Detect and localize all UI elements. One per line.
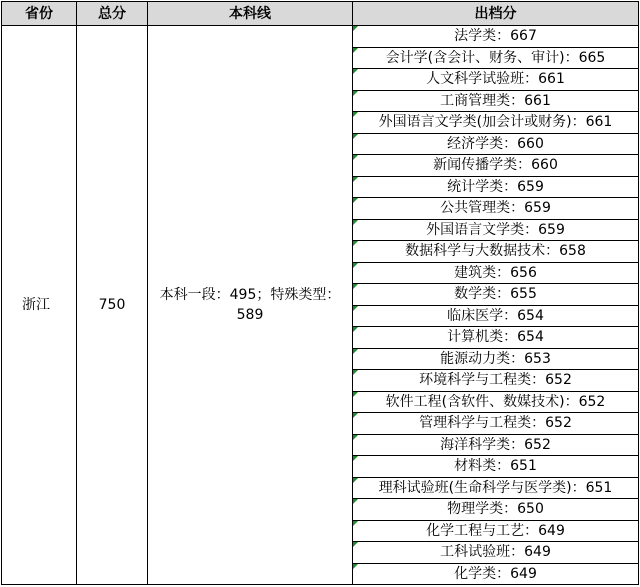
- text-format-marker: [353, 349, 358, 354]
- text-format-marker: [353, 435, 358, 440]
- text-format-marker: [353, 220, 358, 225]
- cutoff-score-text: 软件工程(含软件、数媒技术)：652: [385, 393, 606, 410]
- text-format-marker: [353, 327, 358, 332]
- text-format-marker: [353, 155, 358, 160]
- cutoff-score-text: 数学类：655: [454, 286, 537, 303]
- cutoff-score-text: 会计学(含会计、财务、审计)：665: [385, 49, 606, 66]
- cutoff-score-cell[interactable]: [353, 219, 639, 241]
- header-cutoff-score[interactable]: 出档分: [353, 2, 639, 26]
- cutoff-score-cell[interactable]: [353, 176, 639, 198]
- province-cell[interactable]: 浙江: [2, 26, 77, 585]
- cutoff-score-cell[interactable]: [353, 90, 639, 112]
- total-score-cell[interactable]: 750: [77, 26, 148, 585]
- text-format-marker: [353, 564, 358, 569]
- cutoff-score-text: 法学类：667: [454, 28, 537, 45]
- cutoff-score-cell[interactable]: [353, 413, 639, 435]
- admission-score-table: [1, 1, 639, 585]
- cutoff-score-cell[interactable]: [353, 391, 639, 413]
- text-format-marker: [353, 69, 358, 74]
- cutoff-score-cell[interactable]: [353, 47, 639, 69]
- table-body: [2, 26, 639, 585]
- text-format-marker: [353, 521, 358, 526]
- text-format-marker: [353, 177, 358, 182]
- cutoff-score-text: 建筑类：656: [454, 264, 537, 281]
- text-format-marker: [353, 478, 358, 483]
- cutoff-score-text: 新闻传播学类：660: [433, 157, 558, 174]
- cutoff-score-cell[interactable]: [353, 26, 639, 48]
- text-format-marker: [353, 198, 358, 203]
- cutoff-score-cell[interactable]: [353, 305, 639, 327]
- text-format-marker: [353, 263, 358, 268]
- cutoff-score-cell[interactable]: [353, 542, 639, 564]
- cutoff-score-cell[interactable]: [353, 327, 639, 349]
- text-format-marker: [353, 542, 358, 547]
- cutoff-score-text: 临床医学：654: [447, 307, 544, 324]
- cutoff-score-text: 工科试验班：649: [440, 544, 551, 561]
- text-format-marker: [353, 370, 358, 375]
- cutoff-score-cell[interactable]: [353, 520, 639, 542]
- cutoff-score-cell[interactable]: [353, 241, 639, 263]
- cutoff-score-cell[interactable]: [353, 563, 639, 585]
- cutoff-score-text: 经济学类：660: [447, 135, 544, 152]
- text-format-marker: [353, 499, 358, 504]
- cutoff-score-text: 工商管理类：661: [440, 92, 551, 109]
- cutoff-score-text: 能源动力类：653: [440, 350, 551, 367]
- cutoff-score-cell[interactable]: [353, 348, 639, 370]
- text-format-marker: [353, 456, 358, 461]
- cutoff-score-cell[interactable]: [353, 284, 639, 306]
- cutoff-score-text: 外国语言文学类：659: [426, 221, 565, 238]
- text-format-marker: [353, 26, 358, 31]
- cutoff-score-cell[interactable]: [353, 155, 639, 177]
- header-total-score[interactable]: 总分: [77, 2, 148, 26]
- text-format-marker: [353, 392, 358, 397]
- text-format-marker: [353, 134, 358, 139]
- cutoff-score-cell[interactable]: [353, 456, 639, 478]
- text-format-marker: [353, 91, 358, 96]
- header-undergrad-line[interactable]: 本科线: [148, 2, 353, 26]
- cutoff-score-text: 理科试验班(生命科学与医学类)：651: [378, 479, 613, 496]
- text-format-marker: [353, 306, 358, 311]
- text-format-marker: [353, 413, 358, 418]
- text-format-marker: [353, 284, 358, 289]
- cutoff-score-cell[interactable]: [353, 477, 639, 499]
- text-format-marker: [353, 241, 358, 246]
- cutoff-score-text: 材料类：651: [454, 458, 537, 475]
- header-row: [2, 2, 639, 26]
- text-format-marker: [353, 112, 358, 117]
- cutoff-score-text: 外国语言文学类(加会计或财务)：661: [378, 114, 613, 131]
- cutoff-score-text: 数据科学与大数据技术：658: [405, 243, 586, 260]
- cutoff-score-text: 化学类：649: [454, 565, 537, 582]
- cutoff-score-cell[interactable]: [353, 499, 639, 521]
- table-row: [2, 26, 639, 48]
- cutoff-score-text: 海洋科学类：652: [440, 436, 551, 453]
- header-province[interactable]: 省份: [2, 2, 77, 26]
- cutoff-score-text: 化学工程与工艺：649: [426, 522, 565, 539]
- cutoff-score-text: 物理学类：650: [447, 501, 544, 518]
- cutoff-score-cell[interactable]: [353, 112, 639, 134]
- cutoff-score-cell[interactable]: [353, 133, 639, 155]
- cutoff-score-cell[interactable]: [353, 434, 639, 456]
- undergrad-line-cell[interactable]: [148, 26, 353, 585]
- text-format-marker: [353, 48, 358, 53]
- undergrad-line-text: 本科一段：495；特殊类型：589: [159, 287, 341, 323]
- cutoff-score-text: 计算机类：654: [447, 329, 544, 346]
- cutoff-score-cell[interactable]: [353, 69, 639, 91]
- cutoff-score-cell[interactable]: [353, 198, 639, 220]
- cutoff-score-text: 统计学类：659: [447, 178, 544, 195]
- cutoff-score-text: 公共管理类：659: [440, 200, 551, 217]
- cutoff-score-cell[interactable]: [353, 370, 639, 392]
- cutoff-score-text: 管理科学与工程类：652: [419, 415, 572, 432]
- cutoff-score-text: 人文科学试验班：661: [426, 71, 565, 88]
- cutoff-score-text: 环境科学与工程类：652: [419, 372, 572, 389]
- cutoff-score-cell[interactable]: [353, 262, 639, 284]
